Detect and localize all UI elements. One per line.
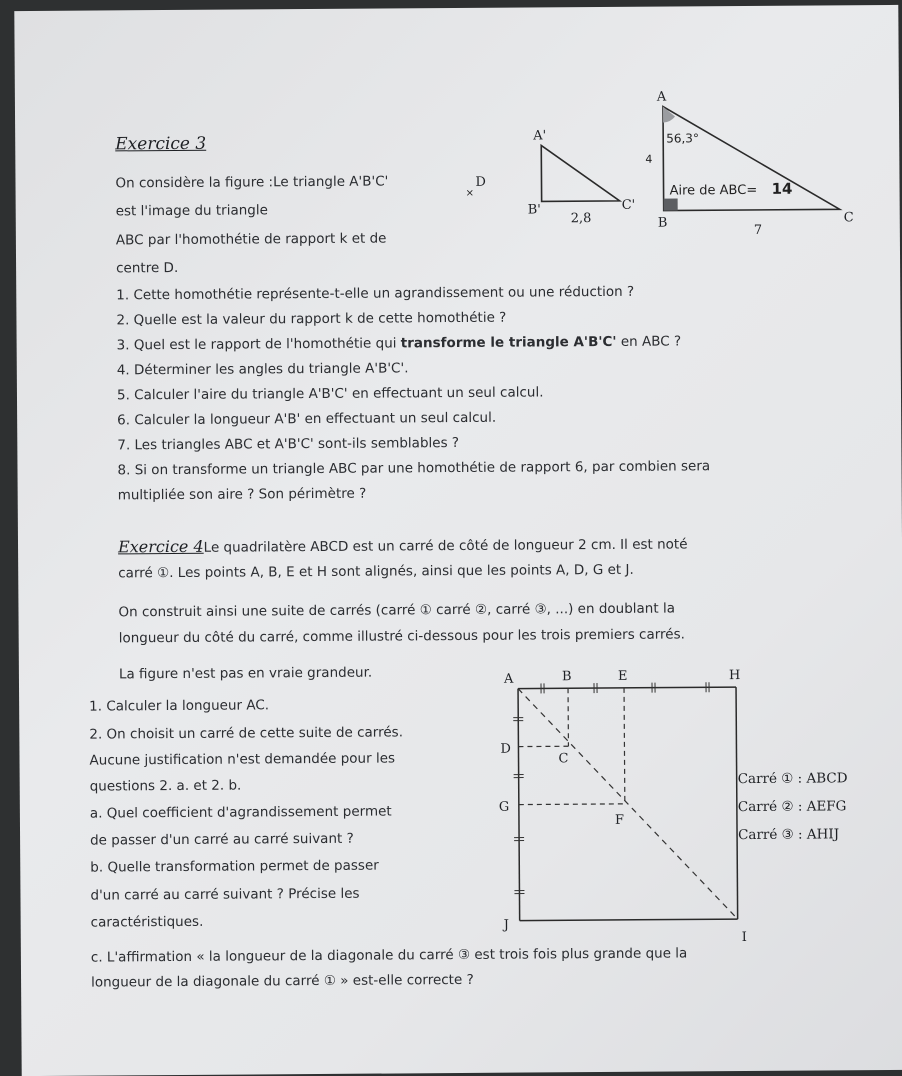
ex4-question-2-note: Aucune justification n'est demandée pour les xyxy=(89,752,395,768)
ex3-question-1: 1. Cette homothétie représente-t-elle un agrandissement ou une réduction ? xyxy=(116,286,634,303)
ex4-question-2a: a. Quel coefficient d'agrandissement permet xyxy=(90,805,392,821)
point-h: H xyxy=(729,668,740,683)
point-c: C xyxy=(558,751,568,766)
small-triangle-b: B' xyxy=(528,202,541,217)
ex3-intro-line-3: ABC par l'homothétie de rapport k et de xyxy=(116,233,387,248)
small-triangle-a: A' xyxy=(532,128,546,143)
small-triangle-base: 2,8 xyxy=(571,211,592,226)
ex3-question-3: 3. Quel est le rapport de l'homothétie qui transforme le triangle A'B'C' en ABC ? xyxy=(117,335,682,352)
ex4-heading-line xyxy=(118,533,688,556)
worksheet-page xyxy=(14,5,902,1076)
ex4-question-2c: c. L'affirmation « la longueur de la diagonale du carré ③ est trois fois plus grande que la xyxy=(91,947,688,965)
ex4-question-2-note-cont: questions 2. a. et 2. b. xyxy=(90,780,242,795)
ex4-intro-line-2: carré ①. Les points A, B, E et H sont alignés, ainsi que les points A, D, G et J. xyxy=(118,564,634,581)
point-b: B xyxy=(562,669,572,684)
ex3-question-7: 7. Les triangles ABC et A'B'C' sont-ils semblables ? xyxy=(117,437,459,453)
square-legend-2: Carré ② : AEFG xyxy=(738,798,847,815)
small-triangle-c: C' xyxy=(622,198,636,213)
ex3-intro-line-2: est l'image du triangle xyxy=(116,204,268,219)
point-a: A xyxy=(503,672,514,687)
ex3-question-8-cont: multipliée son aire ? Son périmètre ? xyxy=(118,488,367,503)
area-label: Aire de ABC= xyxy=(670,183,758,199)
square-legend-1: Carré ① : ABCD xyxy=(738,770,848,787)
ex4-question-2b: b. Quelle transformation permet de passer xyxy=(90,860,379,876)
big-triangle-angle: 56,3° xyxy=(666,131,699,145)
ex4-intro-line-1: Le quadrilatère ABCD est un carré de côté de longueur 2 cm. Il est noté xyxy=(204,536,688,555)
ex3-question-8: 8. Si on transforme un triangle ABC par une homothétie de rapport 6, par combien sera xyxy=(117,460,710,478)
point-i: I xyxy=(742,930,747,945)
ex4-intro-line-3: On construit ainsi une suite de carrés (carré ① carré ②, carré ③, ...) en doublant la xyxy=(118,603,675,620)
angle-mark xyxy=(663,106,675,122)
big-triangle-c: C xyxy=(844,210,854,225)
point-d: D xyxy=(500,742,511,757)
ex3-figure xyxy=(435,85,856,248)
ex4-question-2: 2. On choisit un carré de cette suite de carrés. xyxy=(89,726,403,742)
ex4-question-2a-cont: de passer d'un carré au carré suivant ? xyxy=(90,833,354,848)
side-ef xyxy=(624,688,625,804)
ex3-question-5: 5. Calculer l'aire du triangle A'B'C' en effectuant un seul calcul. xyxy=(117,386,544,402)
point-e: E xyxy=(618,669,628,684)
ex3-point-d-marker: × xyxy=(466,188,474,199)
ex3-question-4: 4. Déterminer les angles du triangle A'B'C'. xyxy=(117,362,409,378)
ex3-intro-line-4: centre D. xyxy=(116,262,178,276)
ex4-question-1: 1. Calculer la longueur AC. xyxy=(89,699,269,714)
big-triangle-a: A xyxy=(656,90,667,105)
ex4-intro-line-4: longueur du côté du carré, comme illustré ci-dessous pour les trois premiers carrés. xyxy=(119,628,685,645)
ex4-question-2b-cont: d'un carré au carré suivant ? Précise les xyxy=(90,888,359,903)
side-ah xyxy=(518,687,736,689)
side-ji xyxy=(520,919,738,921)
ex3-question-3-bold: transforme le triangle A'B'C' xyxy=(401,334,617,352)
exercise-3-title: Exercice 3 xyxy=(115,134,206,155)
ex3-question-2: 2. Quelle est la valeur du rapport k de cette homothétie ? xyxy=(116,312,506,328)
ex4-figure xyxy=(484,661,751,948)
point-g: G xyxy=(499,800,509,815)
point-j: J xyxy=(502,918,509,933)
point-f: F xyxy=(615,813,624,828)
big-triangle-base: 7 xyxy=(754,223,762,238)
exercise-4-title: Exercice 4 xyxy=(118,537,204,557)
ex4-question-2c-cont: longueur de la diagonale du carré ① » est-elle correcte ? xyxy=(91,974,474,990)
ex3-point-d: D xyxy=(475,175,486,190)
ex3-question-6: 6. Calculer la longueur A'B' en effectuant un seul calcul. xyxy=(117,412,496,428)
angle-tick: 4 xyxy=(645,153,652,166)
big-triangle-b: B xyxy=(658,216,668,231)
ex3-intro-line-1: On considère la figure :Le triangle A'B'C' xyxy=(115,175,388,190)
ex4-intro-line-5: La figure n'est pas en vraie grandeur. xyxy=(119,667,372,682)
right-angle-mark xyxy=(664,198,678,210)
square-legend-3: Carré ③ : AHIJ xyxy=(738,826,839,843)
diagonal-ai xyxy=(518,687,738,921)
small-triangle xyxy=(541,145,619,202)
ex4-question-2b-cont2: caractéristiques. xyxy=(91,916,204,930)
area-value: 14 xyxy=(771,180,792,198)
side-gf xyxy=(519,804,625,805)
